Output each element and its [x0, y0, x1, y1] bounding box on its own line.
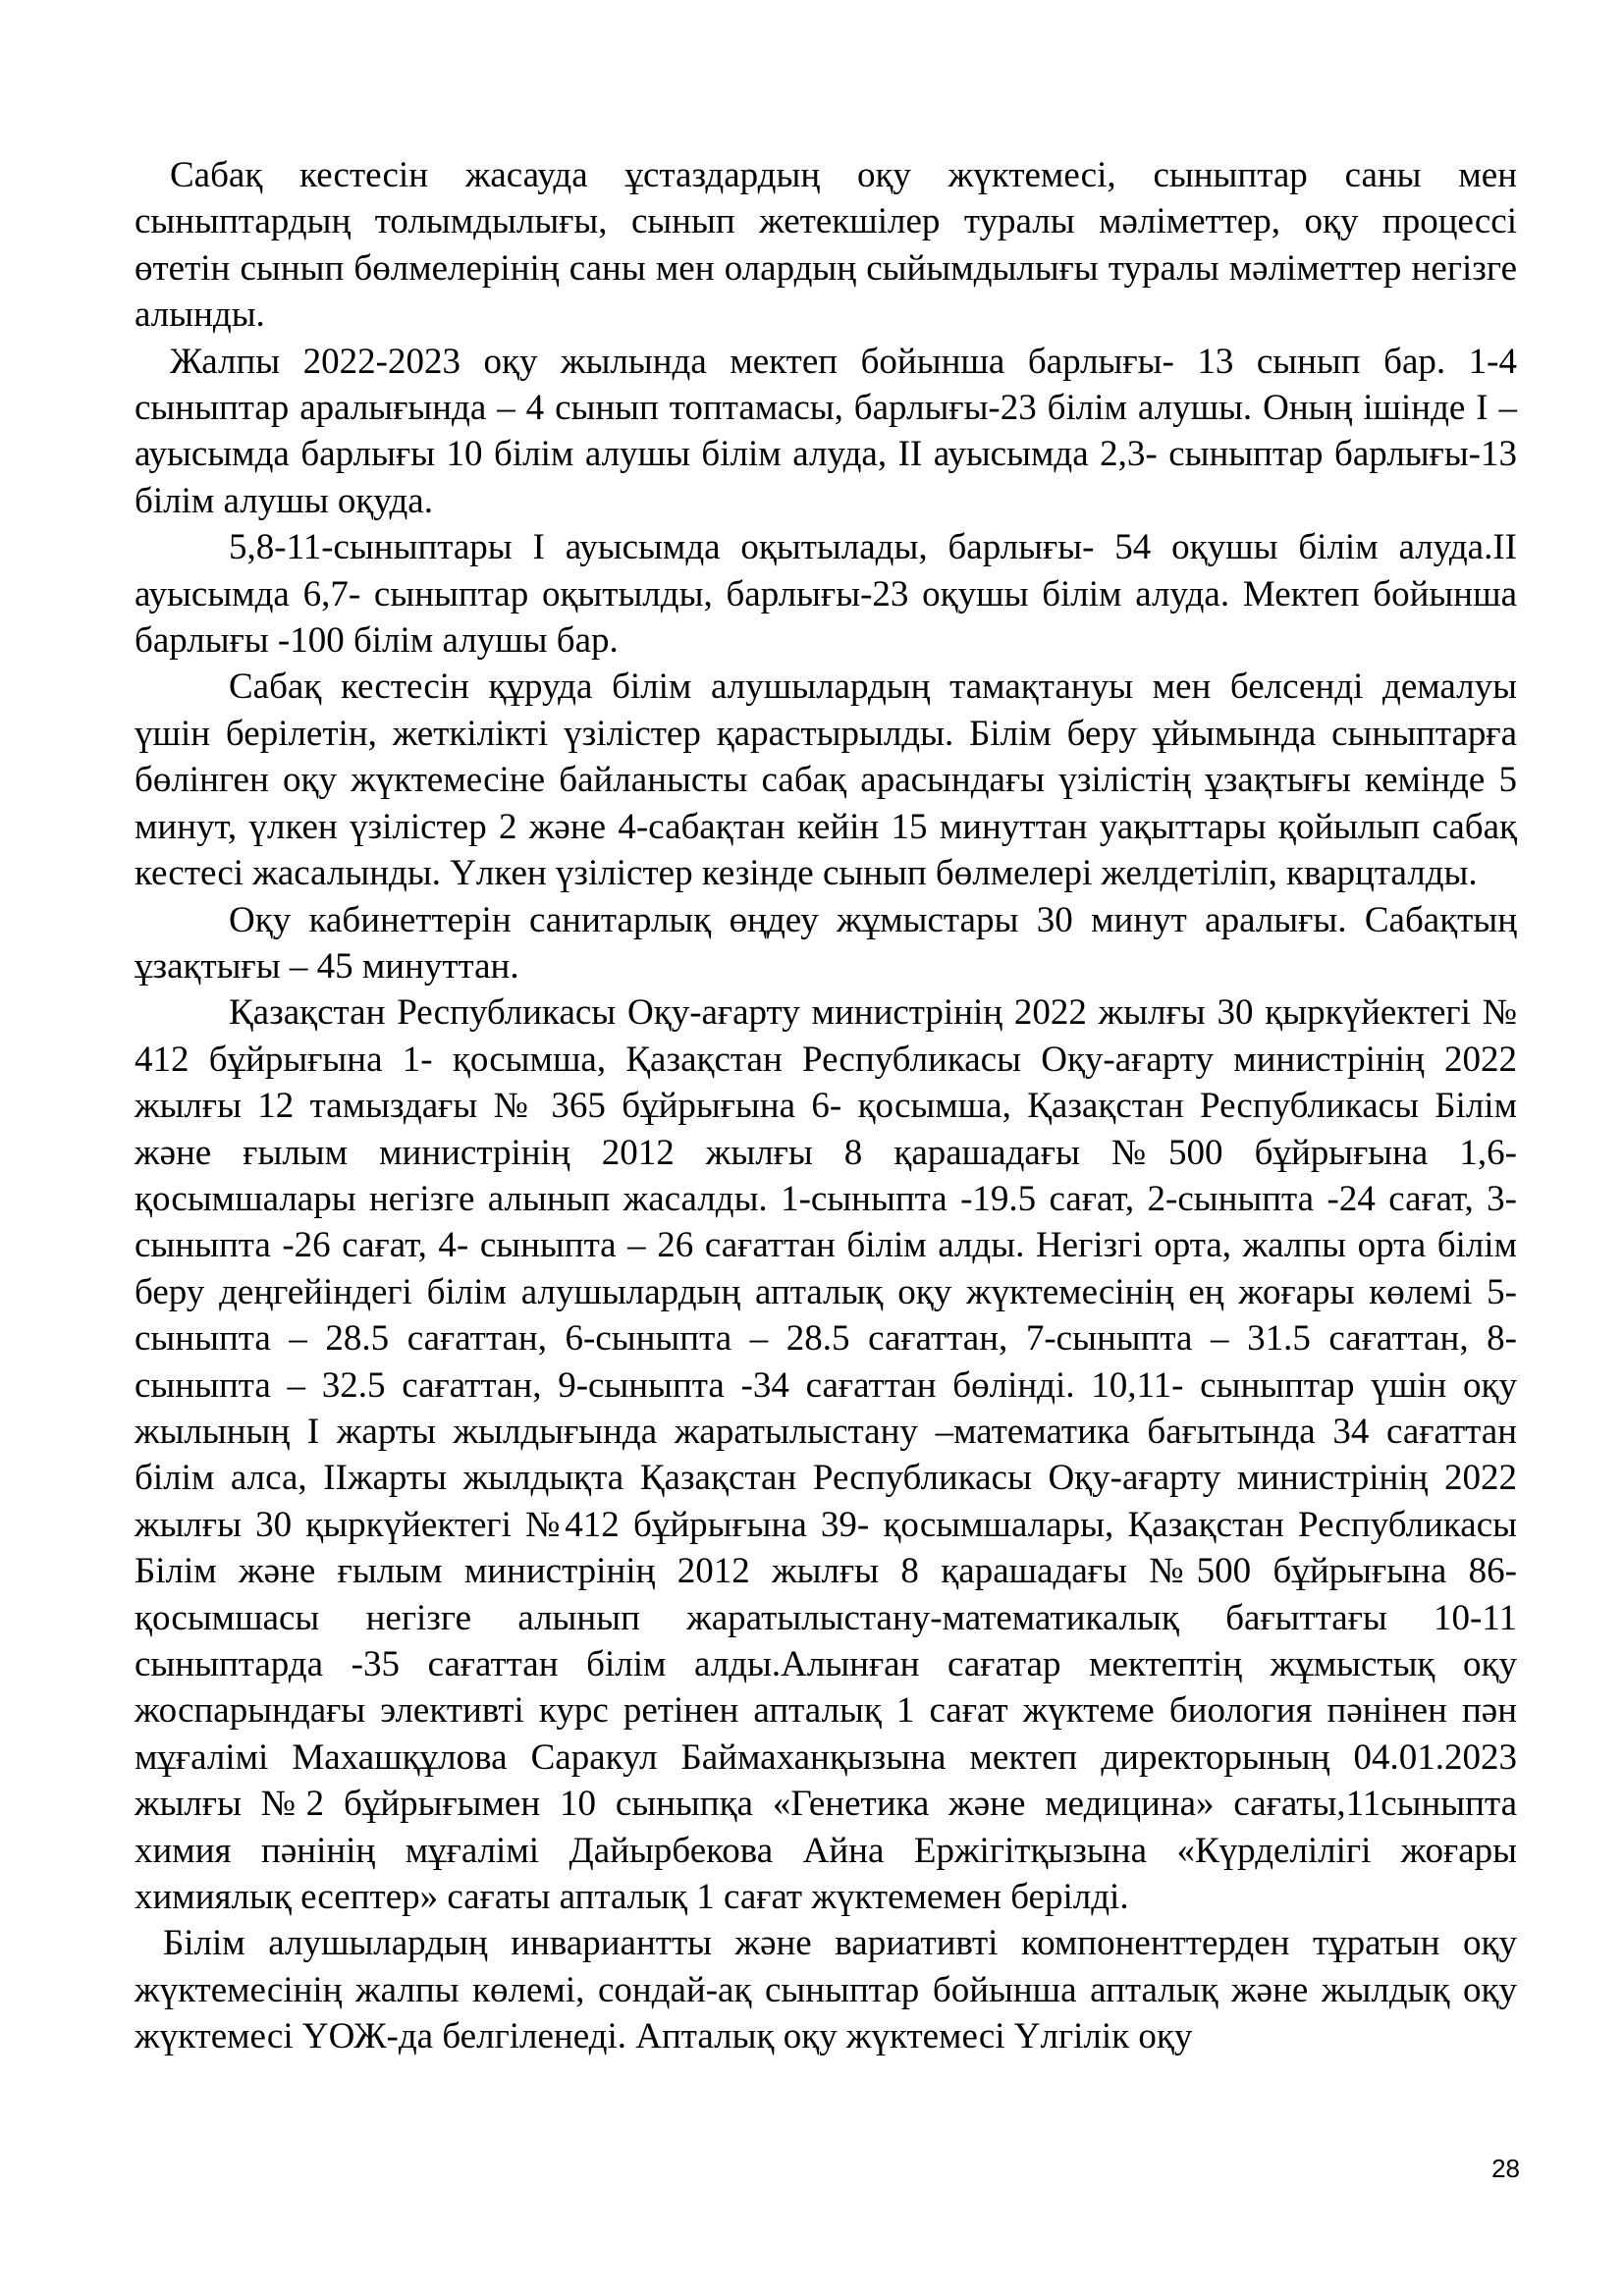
paragraph-study-load: Білім алушылардың инвариантты және вариативті компоненттерден тұратын оқу жүктемесінің жалпы көлемі, сондай-ақ сыныптар бойынша апталық және жылдық оқу жүктемесі ҮОЖ-да белгіленеді. Апталық оқу жүктемесі Үлгілік оқу [135, 1923, 1517, 2057]
paragraph-class-counts: Жалпы 2022-2023 оқу жылында мектеп бойынша барлығы- 13 сынып бар. 1-4 сыныптар аралығында – 4 сынып топтамасы, барлығы-23 білім алушы. Оның ішінде I –ауысымда барлығы 10 білім алушы білім алуда, II ауысымда 2,3- сыныптар барлығы-13 білім алушы оқуда. [135, 341, 1517, 521]
document-body [135, 152, 1517, 2060]
page-number: 28 [1491, 2154, 1520, 2183]
paragraph-shifts: 5,8-11-сыныптары I ауысымда оқытылады, барлығы- 54 оқушы білім алуда.II ауысымда 6,7- сыныптар оқытылды, барлығы-23 оқушы білім алуда. Мектеп бойынша барлығы -100 білім алушы бар. [135, 527, 1517, 662]
paragraph-ministry-orders: Қазақстан Республикасы Оқу-ағарту министрінің 2022 жылғы 30 қыркүйектегі № 412 бұйрығына 1- қосымша, Қазақстан Республикасы Оқу-ағарту министрінің 2022 жылғы 12 тамыздағы № 365 бұйрығына 6- қосымша, Қазақстан Республикасы Білім және ғылым министрінің 2012 жылғы 8 қарашадағы №500 бұйрығына 1,6- қосымшалары негізге алынып жасалды. 1-сыныпта -19.5 сағат, 2-сыныпта -24 сағат, 3- сыныпта -26 сағат, 4- сыныпта – 26 сағаттан білім алды. Негізгі орта, жалпы орта білім беру деңгейіндегі білім алушылардың апталық оқу жүктемесінің ең жоғары көлемі 5-сыныпта – 28.5 сағаттан, 6-сыныпта – 28.5 сағаттан, 7-сыныпта – 31.5 сағаттан, 8-сыныпта – 32.5 сағаттан, 9-сыныпта -34 сағаттан бөлінді. 10,11- сыныптар үшін оқу жылының I жарты жылдығында жаратылыстану –математика бағытында 34 сағаттан білім алса, IIжарты жылдықта Қазақстан Республикасы Оқу-ағарту министрінің 2022 жылғы 30 қыркүйектегі №412 бұйрығына 39- қосымшалары, Қазақстан Республикасы Білім және ғылым министрінің 2012 жылғы 8 қарашадағы №500 бұйрығына 86- қосымшасы негізге алынып жаратылыстану-математикалық бағыттағы 10-11 сыныптарда -35 сағаттан білім алды.Алынған сағатар мектептің жұмыстық оқу жоспарындағы элективті курс ретінен апталық 1 сағат жүктеме биология пәнінен пән мұғалімі Махашқұлова Саракул Баймаханқызына мектеп директорының 04.01.2023 жылғы №2 бұйрығымен 10 сыныпқа «Генетика және медицина» сағаты,11сыныпта химия пәнінің мұғалімі Дайырбекова Айна Ержігітқызына «Күрделілігі жоғары химиялық есептер» сағаты апталық 1 сағат жүктемемен берілді. [135, 992, 1517, 1918]
paragraph-schedule-basis: Сабақ кестесін жасауда ұстаздардың оқу жүктемесі, сыныптар саны мен сыныптардың толымдылығы, сынып жетекшілер туралы мәліметтер, оқу процессі өтетін сынып бөлмелерінің саны мен олардың сыйымдылығы туралы мәліметтер негізге алынды. [135, 155, 1517, 336]
paragraph-breaks: Сабақ кестесін құруда білім алушылардың тамақтануы мен белсенді демалуы үшін берілетін, жеткілікті үзілістер қарастырылды. Білім беру ұйымында сыныптарға бөлінген оқу жүктемесіне байланысты сабақ арасындағы үзілістің ұзақтығы кемінде 5 минут, үлкен үзілістер 2 және 4-сабақтан кейін 15 минуттан уақыттары қойылып сабақ кестесі жасалынды. Үлкен үзілістер кезінде сынып бөлмелері желдетіліп, кварцталды. [135, 667, 1517, 894]
paragraph-sanitation: Оқу кабинеттерін санитарлық өңдеу жұмыстары 30 минут аралығы. Сабақтың ұзақтығы – 45 минуттан. [135, 899, 1517, 987]
